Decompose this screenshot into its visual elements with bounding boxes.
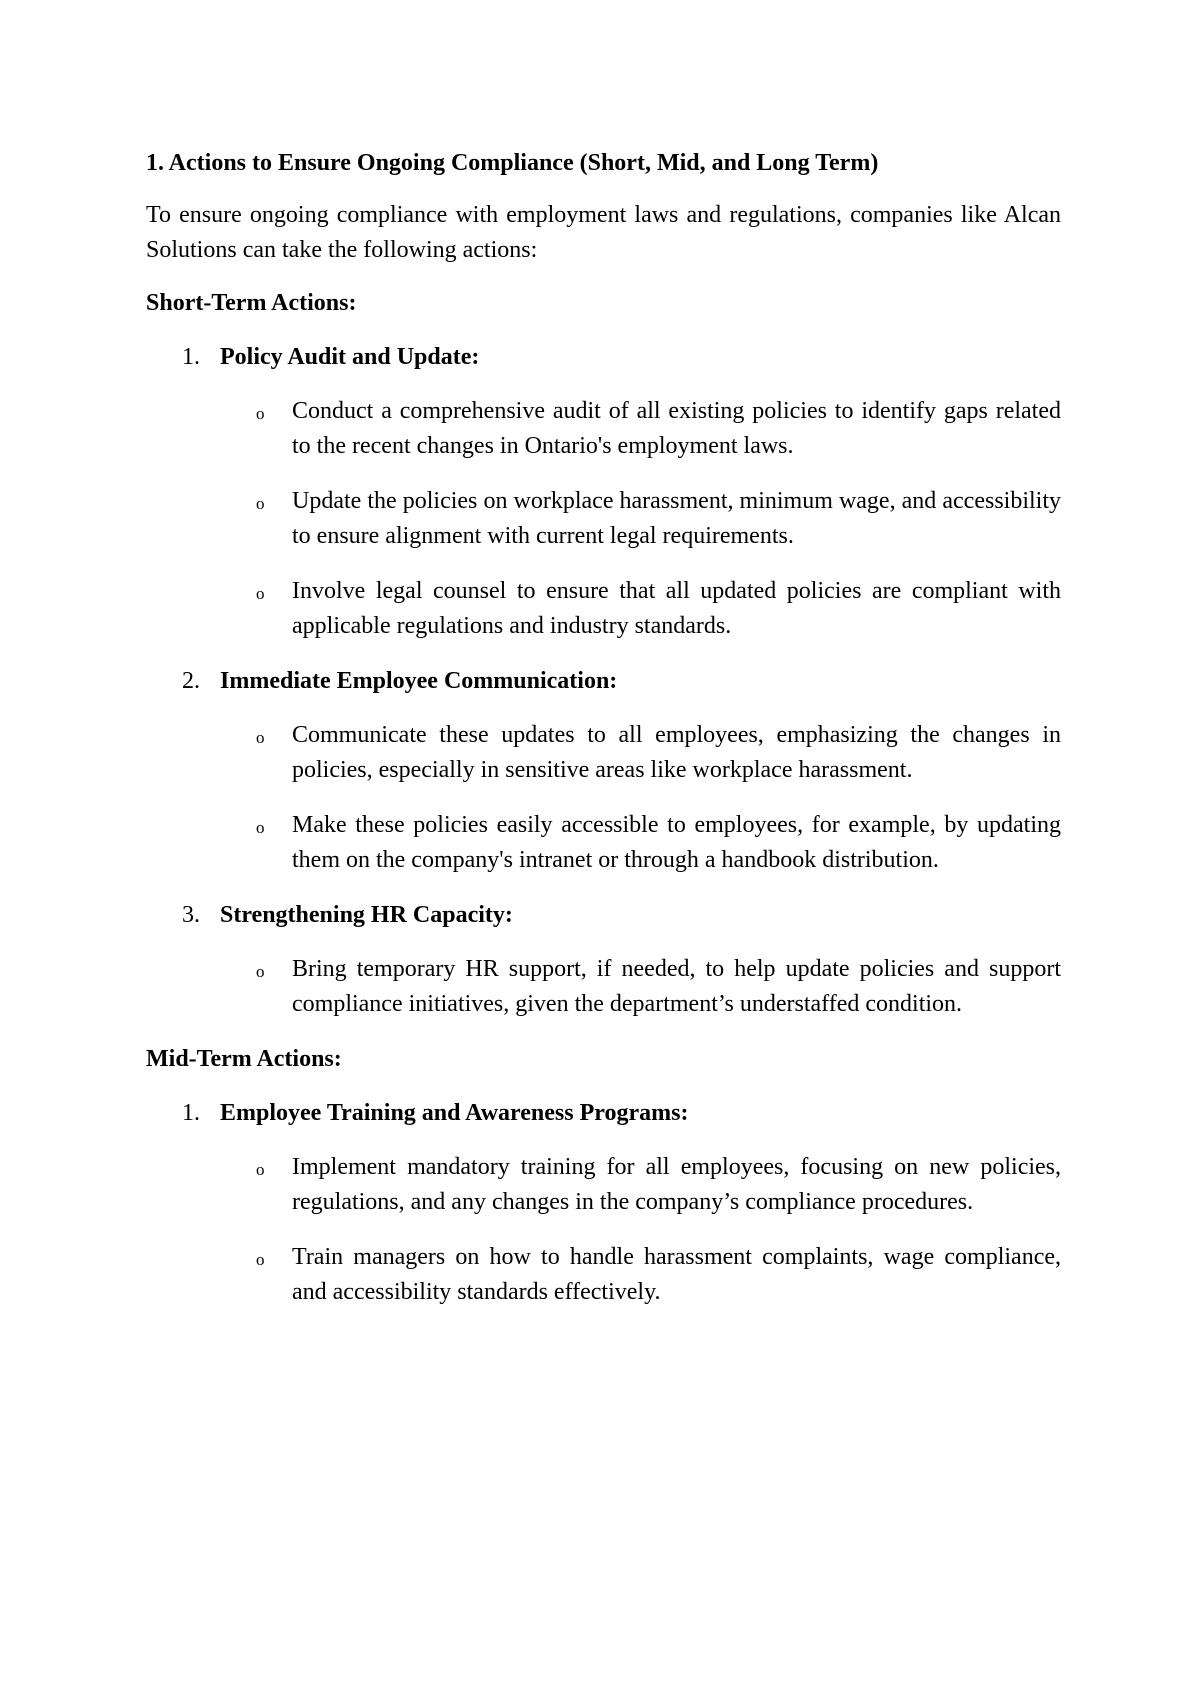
intro-paragraph: To ensure ongoing compliance with employment laws and regulations, companies like Alcan Solutions can take the following actions:	[146, 202, 1061, 263]
item-number: 3.	[182, 902, 200, 928]
bullet-list	[146, 718, 1061, 878]
mid-term-label: Mid-Term Actions:	[146, 1046, 342, 1072]
numbered-item	[146, 664, 1061, 698]
section-heading: 1. Actions to Ensure Ongoing Compliance (Short, Mid, and Long Term)	[146, 150, 879, 176]
bullet-icon: o	[256, 1160, 265, 1179]
numbered-item	[146, 898, 1061, 932]
bullet-text: Make these policies easily accessible to employees, for example, by updating them on the company's intranet or through a handbook distribution.	[292, 812, 1061, 873]
list-item	[146, 394, 1061, 464]
list-item	[146, 484, 1061, 554]
list-item	[146, 1150, 1061, 1220]
list-item	[146, 718, 1061, 788]
bullet-text: Bring temporary HR support, if needed, to help update policies and support compliance initiatives, given the department’s understaffed condition.	[292, 956, 1061, 1017]
bullet-icon: o	[256, 818, 265, 837]
bullet-list	[146, 1150, 1061, 1310]
bullet-text: Involve legal counsel to ensure that all updated policies are compliant with applicable regulations and industry standards.	[292, 578, 1061, 639]
short-term-label: Short-Term Actions:	[146, 290, 357, 316]
bullet-icon: o	[256, 728, 265, 747]
bullet-text: Implement mandatory training for all employees, focusing on new policies, regulations, and any changes in the company’s compliance procedures.	[292, 1154, 1061, 1215]
item-title: Immediate Employee Communication:	[220, 668, 618, 694]
bullet-icon: o	[256, 404, 265, 423]
item-number: 2.	[182, 668, 200, 694]
numbered-item	[146, 1096, 1061, 1130]
bullet-list	[146, 394, 1061, 644]
list-item	[146, 952, 1061, 1022]
list-item	[146, 808, 1061, 878]
document-page	[146, 146, 1061, 1330]
numbered-item	[146, 340, 1061, 374]
bullet-text: Update the policies on workplace harassment, minimum wage, and accessibility to ensure alignment with current legal requirements.	[292, 488, 1061, 549]
list-item	[146, 574, 1061, 644]
item-title: Strengthening HR Capacity:	[220, 902, 513, 928]
item-title: Employee Training and Awareness Programs:	[220, 1100, 689, 1126]
item-number: 1.	[182, 1100, 200, 1126]
list-item	[146, 1240, 1061, 1310]
bullet-text: Conduct a comprehensive audit of all existing policies to identify gaps related to the recent changes in Ontario's employment laws.	[292, 398, 1061, 459]
bullet-list	[146, 952, 1061, 1022]
bullet-text: Train managers on how to handle harassment complaints, wage compliance, and accessibility standards effectively.	[292, 1244, 1061, 1305]
bullet-icon: o	[256, 494, 265, 513]
item-number: 1.	[182, 344, 200, 370]
bullet-icon: o	[256, 962, 265, 981]
bullet-text: Communicate these updates to all employees, emphasizing the changes in policies, especially in sensitive areas like workplace harassment.	[292, 722, 1061, 783]
bullet-icon: o	[256, 1250, 265, 1269]
bullet-icon: o	[256, 584, 265, 603]
item-title: Policy Audit and Update:	[220, 344, 480, 370]
